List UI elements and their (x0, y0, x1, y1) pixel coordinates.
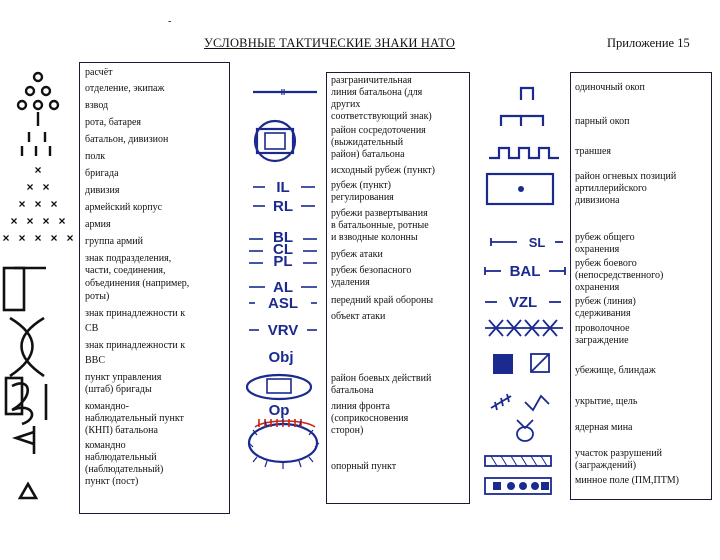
col2-line: передний край обороны (331, 295, 434, 306)
col2-line: сторон) (331, 425, 364, 436)
page-title: УСЛОВНЫЕ ТАКТИЧЕСКИЕ ЗНАКИ НАТО (204, 36, 456, 50)
col1-line: армейский корпус (85, 202, 163, 213)
col3-line: рубеж (линия) (575, 296, 636, 307)
vzl-code: VZL (508, 294, 538, 311)
col1-line: наблюдательный пункт (85, 413, 184, 424)
col1-line: знак подразделения, (85, 253, 172, 264)
svg-text:×: × (50, 197, 58, 211)
svg-text:×: × (50, 231, 58, 245)
col1-line: командно- (85, 401, 129, 412)
pl-code: PL (273, 253, 293, 270)
svg-text:×: × (34, 197, 42, 211)
col2-line: рубежи развертывания (331, 208, 428, 219)
col2-line: исходный рубеж (пункт) (331, 165, 435, 176)
asl-code: ASL (268, 295, 298, 312)
col1-line: наблюдательный (85, 452, 157, 463)
col1-line: (КНП) батальона (85, 425, 158, 436)
col2-line: опорный пункт (331, 461, 397, 472)
unit-frame-icon (4, 268, 24, 310)
col3-line: охранения (575, 244, 620, 255)
col1-line: отделение, экипаж (85, 83, 165, 94)
col2-line: разграничительная (331, 75, 412, 86)
col3-line: одиночный окоп (575, 82, 645, 93)
svg-text:×: × (34, 231, 42, 245)
bl-code: BL (273, 229, 293, 246)
col3-line: охранения (575, 282, 620, 293)
col3-line: дивизиона (575, 195, 620, 206)
col3-line: рубеж боевого (575, 258, 637, 269)
col2-line: (выжидательный (331, 137, 404, 148)
col1-line: бригада (85, 168, 119, 179)
col3-line: (заграждений) (575, 460, 637, 471)
col3-line: участок разрушений (575, 448, 662, 459)
col2-line: (соприкосновения (331, 413, 409, 424)
col3-line: район огневых позиций (575, 171, 677, 182)
cl-code: CL (273, 241, 293, 258)
col3-line: минное поле (ПМ,ПТМ) (575, 475, 679, 486)
appendix-label: Приложение 15 (607, 36, 690, 50)
page-mark: - (168, 16, 172, 27)
col1-line: взвод (85, 100, 109, 111)
line-symbols (245, 75, 325, 515)
col3-line: (непосредственного) (575, 270, 664, 281)
svg-text:×: × (18, 231, 26, 245)
col1-line: роты) (85, 291, 110, 302)
col2-line: линия батальона (для (331, 87, 423, 98)
svg-text:×: × (18, 197, 26, 211)
obj-code: Obj (268, 349, 294, 366)
col1-line: СВ (85, 323, 99, 334)
col3-line: заграждение (575, 335, 629, 346)
col3-line: парный окоп (575, 116, 630, 127)
col1-line: дивизия (85, 185, 120, 196)
svg-text:×: × (34, 163, 42, 177)
vrv-code: VRV (267, 322, 299, 339)
col2-line: и взводные колонны (331, 232, 418, 243)
col2-line: батальона (331, 385, 374, 396)
col2-line: рубеж атаки (331, 249, 383, 260)
rl-code: RL (273, 198, 293, 215)
col2-line: соответствующий знак) (331, 111, 432, 122)
svg-text:×: × (26, 180, 34, 194)
col2-line: рубеж безопасного (331, 265, 412, 276)
sl-code: SL (528, 235, 546, 250)
svg-text:×: × (42, 180, 50, 194)
op-code: Op (268, 402, 290, 419)
unit-size-symbols (0, 60, 80, 560)
col1-line: (наблюдательный) (85, 464, 164, 475)
col2-line: район сосредоточения (331, 125, 426, 136)
col2-line: район) батальона (331, 149, 405, 160)
col1-line: пункт управления (85, 372, 162, 383)
col1-line: расчёт (85, 67, 113, 78)
svg-text:×: × (66, 231, 74, 245)
col1-line: ВВС (85, 355, 106, 366)
svg-text:×: × (10, 214, 18, 228)
col1-line: полк (85, 151, 106, 162)
bal-code: BAL (509, 263, 541, 280)
col1-line: группа армий (85, 236, 143, 247)
col1-line: командно (85, 440, 126, 451)
svg-text:×: × (2, 231, 10, 245)
col1-line: части, соединения, (85, 265, 166, 276)
col2-line: объект атаки (331, 311, 386, 322)
col2-line: рубеж (пункт) (331, 180, 391, 191)
col1-line: батальон, дивизион (85, 134, 169, 145)
col1-line: рота, батарея (85, 117, 142, 128)
col2-line: регулирования (331, 192, 394, 203)
col3-line: сдерживания (575, 308, 631, 319)
col2-line: район боевых действий (331, 373, 432, 384)
col1-line: пункт (пост) (85, 476, 139, 487)
squad-circle-icon (34, 73, 42, 81)
col3-line: рубеж общего (575, 232, 635, 243)
col1-line: объединения (например, (85, 278, 190, 289)
col2-line: удаления (331, 277, 370, 288)
col3-line: убежище, блиндаж (575, 365, 656, 376)
il-code: IL (276, 179, 290, 196)
col3-line: ядерная мина (575, 422, 633, 433)
col1-line: знак принадлежности к (85, 340, 186, 351)
col3-line: укрытие, щель (575, 396, 638, 407)
al-code: AL (273, 279, 293, 296)
col2-line: других (331, 99, 361, 110)
col1-line: армия (85, 219, 111, 230)
svg-text:×: × (26, 214, 34, 228)
col1-line: (штаб) бригады (85, 384, 152, 395)
col2-line: в батальонные, ротные (331, 220, 429, 231)
col2-line: линия фронта (331, 401, 390, 412)
svg-text:×: × (42, 214, 50, 228)
field-symbols (483, 78, 573, 508)
svg-text:×: × (58, 214, 66, 228)
col1-line: знак принадлежности к (85, 308, 186, 319)
boundary-mark: II (280, 88, 286, 97)
col3-line: артиллерийского (575, 183, 647, 194)
col3-line: траншея (575, 146, 612, 157)
col3-line: проволочное (575, 323, 630, 334)
